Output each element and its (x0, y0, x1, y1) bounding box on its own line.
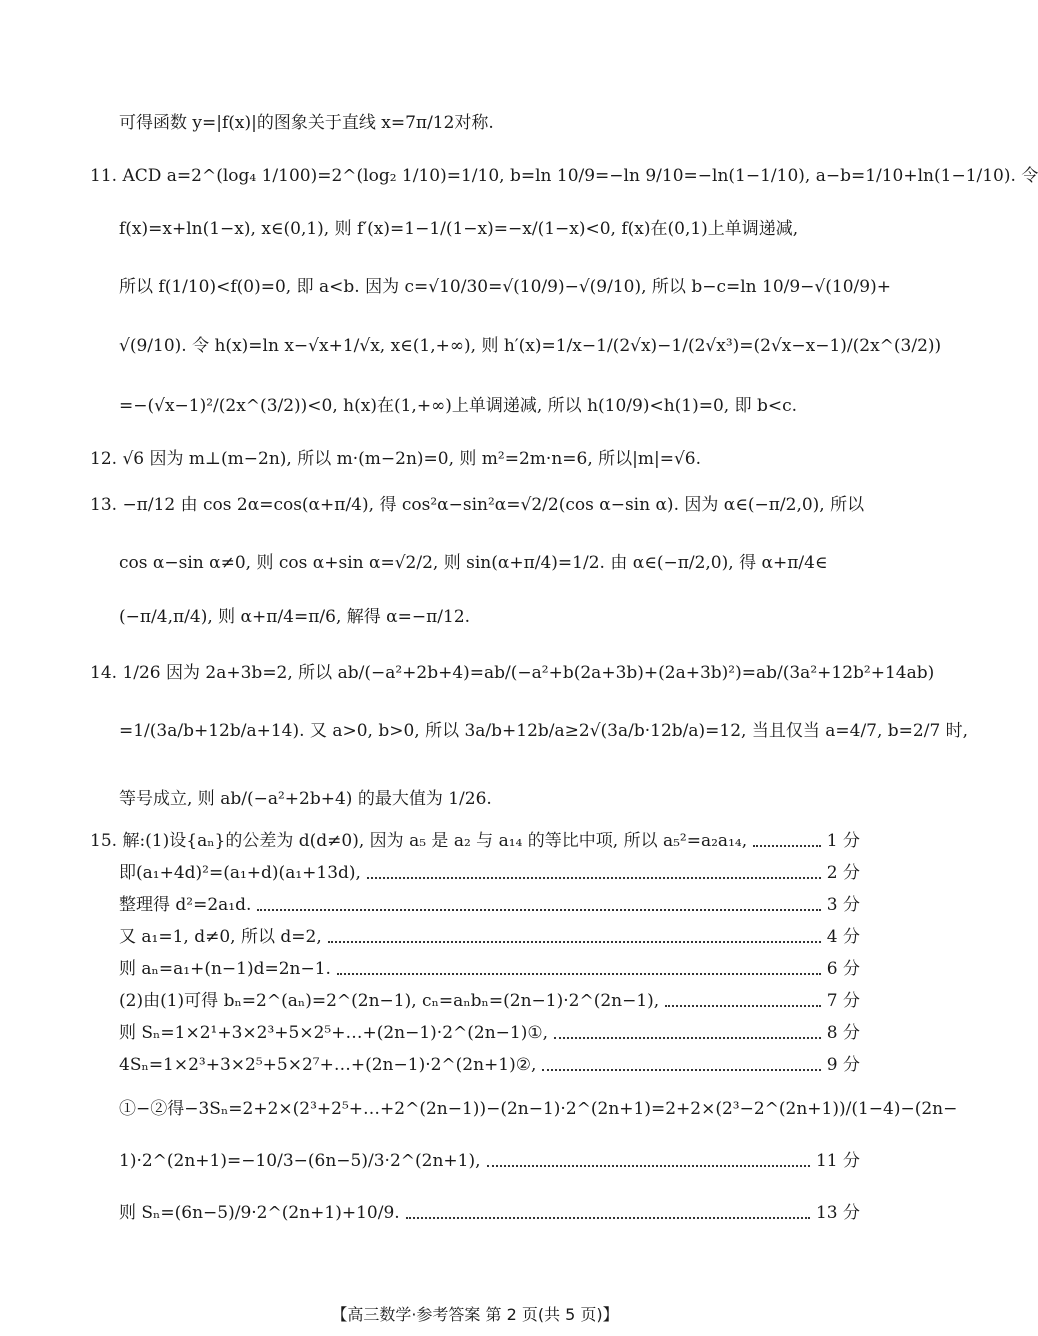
q11-line-3: 所以 f(1/10)<f(0)=0, 即 a<b. 因为 c=√10/30=√(10/9)−√(9/10), 所以 b−c=ln 10/9−√(10/9)+ (119, 277, 891, 297)
q15-row-text: 则 Sₙ=(6n−5)/9·2^(2n+1)+10/9. (119, 1203, 400, 1223)
score-points: 9 分 (826, 1055, 860, 1075)
score-points: 13 分 (815, 1203, 860, 1223)
dot-leader (487, 1165, 810, 1167)
q15-row-4 (119, 926, 860, 948)
score-points: 2 分 (826, 863, 860, 883)
dot-leader (554, 1037, 821, 1039)
dot-leader (367, 877, 821, 879)
dot-leader (406, 1217, 810, 1219)
q15-row-1 (90, 830, 860, 852)
dot-leader (542, 1069, 820, 1071)
q15-row-10 (119, 1202, 860, 1224)
score-points: 1 分 (826, 831, 860, 851)
q15-row-6 (119, 990, 860, 1012)
q15-row-text: 即(a₁+4d)²=(a₁+d)(a₁+13d), (119, 863, 361, 883)
q15-row-text: 15. 解:(1)设{aₙ}的公差为 d(d≠0), 因为 a₅ 是 a₂ 与 a₁₄ 的等比中项, 所以 a₅²=a₂a₁₄, (90, 831, 748, 851)
score-points: 8 分 (826, 1023, 860, 1043)
q15-row-text: 4Sₙ=1×2³+3×2⁵+5×2⁷+…+(2n−1)·2^(2n+1)②, (119, 1055, 537, 1075)
q15-row-3 (119, 894, 860, 916)
q14-line-2: =1/(3a/b+12b/a+14). 又 a>0, b>0, 所以 3a/b+12b/a≥2√(3a/b·12b/a)=12, 当且仅当 a=4/7, b=2/7 时, (119, 721, 969, 741)
q15-row-2 (119, 862, 860, 884)
q11-line-5: =−(√x−1)²/(2x^(3/2))<0, h(x)在(1,+∞)上单调递减, 所以 h(10/9)<h(1)=0, 即 b<c. (119, 396, 798, 416)
q15-row-9 (119, 1150, 860, 1172)
q13-line-3: (−π/4,π/4), 则 α+π/4=π/6, 解得 α=−π/12. (119, 607, 471, 627)
score-points: 6 分 (826, 959, 860, 979)
dot-leader (753, 845, 821, 847)
q11-line-1: 11. ACD a=2^(log₄ 1/100)=2^(log₂ 1/10)=1/10, b=ln 10/9=−ln 9/10=−ln(1−1/10), a−b=1/10+ln(1−1/10). 令 (90, 166, 1038, 186)
score-points: 7 分 (826, 991, 860, 1011)
q11-line-2: f(x)=x+ln(1−x), x∈(0,1), 则 f′(x)=1−1/(1−x)=−x/(1−x)<0, f(x)在(0,1)上单调递减, (119, 219, 799, 239)
dot-leader (337, 973, 821, 975)
q15-row-text: 则 aₙ=a₁+(n−1)d=2n−1. (119, 959, 331, 979)
q15-row-8 (119, 1054, 860, 1076)
q12-line: 12. √6 因为 m⊥(m−2n), 所以 m·(m−2n)=0, 则 m²=2m·n=6, 所以|m|=√6. (90, 449, 702, 469)
score-points: 4 分 (826, 927, 860, 947)
score-points: 11 分 (815, 1151, 860, 1171)
q14-line-1: 14. 1/26 因为 2a+3b=2, 所以 ab/(−a²+2b+4)=ab/(−a²+b(2a+3b)+(2a+3b)²)=ab/(3a²+12b²+14ab) (90, 663, 935, 683)
q15-subtract-line: ①−②得−3Sₙ=2+2×(2³+2⁵+…+2^(2n−1))−(2n−1)·2^(2n+1)=2+2×(2³−2^(2n+1))/(1−4)−(2n− (119, 1099, 958, 1119)
q15-row-text: 则 Sₙ=1×2¹+3×2³+5×2⁵+…+(2n−1)·2^(2n−1)①, (119, 1023, 548, 1043)
q15-row-5 (119, 958, 860, 980)
score-points: 3 分 (826, 895, 860, 915)
q13-line-2: cos α−sin α≠0, 则 cos α+sin α=√2/2, 则 sin(α+π/4)=1/2. 由 α∈(−π/2,0), 得 α+π/4∈ (119, 553, 828, 573)
q13-line-1: 13. −π/12 由 cos 2α=cos(α+π/4), 得 cos²α−sin²α=√2/2(cos α−sin α). 因为 α∈(−π/2,0), 所以 (90, 495, 865, 515)
q11-line-4: √(9/10). 令 h(x)=ln x−√x+1/√x, x∈(1,+∞), 则 h′(x)=1/x−1/(2√x)−1/(2√x³)=(2√x−x−1)/(2x^(3/2)) (119, 336, 942, 356)
q15-row-text: 1)·2^(2n+1)=−10/3−(6n−5)/3·2^(2n+1), (119, 1151, 481, 1171)
q15-row-text: 整理得 d²=2a₁d. (119, 895, 252, 915)
dot-leader (328, 941, 821, 943)
q15-row-text: 又 a₁=1, d≠0, 所以 d=2, (119, 927, 322, 947)
line-symmetry: 可得函数 y=|f(x)|的图象关于直线 x=7π/12对称. (119, 113, 494, 133)
dot-leader (665, 1005, 821, 1007)
q14-line-3: 等号成立, 则 ab/(−a²+2b+4) 的最大值为 1/26. (119, 789, 492, 809)
dot-leader (257, 909, 820, 911)
q15-row-text: (2)由(1)可得 bₙ=2^(aₙ)=2^(2n−1), cₙ=aₙbₙ=(2n−1)·2^(2n−1), (119, 991, 660, 1011)
q15-row-7 (119, 1022, 860, 1044)
page-footer: 【高三数学·参考答案 第 2 页(共 5 页)】 (331, 1305, 619, 1324)
